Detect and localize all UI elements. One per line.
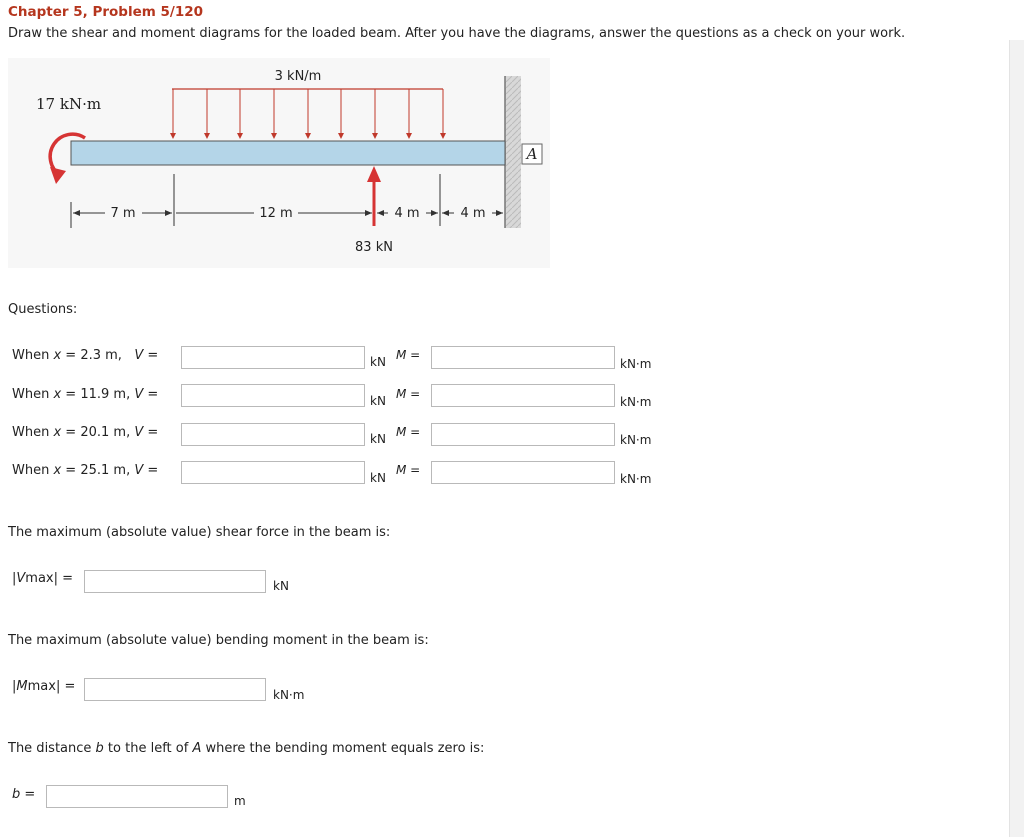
- load-label: 3 kN/m: [274, 69, 322, 84]
- b-input[interactable]: [46, 785, 228, 808]
- dim-label-2: 12 m: [259, 206, 293, 221]
- b-label: b =: [12, 787, 36, 802]
- questions-heading: Questions:: [8, 302, 78, 317]
- moment-eq-label-3: M =: [396, 425, 421, 439]
- mmax-input[interactable]: [84, 678, 266, 701]
- question-row-label: When x = 25.1 m, V =: [12, 463, 159, 478]
- dim-label-1: 7 m: [110, 206, 136, 221]
- moment-label: 17 kN·m: [36, 95, 102, 113]
- moment-unit-3: kN·m: [620, 433, 652, 447]
- vmax-prompt: The maximum (absolute value) shear force in the beam is:: [8, 525, 391, 540]
- moment-input-1[interactable]: [431, 346, 615, 369]
- shear-input-4[interactable]: [181, 461, 365, 484]
- shear-input-1[interactable]: [181, 346, 365, 369]
- moment-input-2[interactable]: [431, 384, 615, 407]
- b-unit: m: [234, 794, 246, 808]
- shear-unit-4: kN: [370, 471, 386, 485]
- shear-input-3[interactable]: [181, 423, 365, 446]
- moment-eq-label-1: M =: [396, 348, 421, 362]
- mmax-unit: kN·m: [273, 688, 305, 702]
- vmax-label: |Vmax| =: [12, 571, 74, 586]
- moment-eq-label-4: M =: [396, 463, 421, 477]
- question-row-label: When x = 11.9 m, V =: [12, 387, 159, 402]
- beam: [71, 141, 505, 165]
- question-row-label: When x = 20.1 m, V =: [12, 425, 159, 440]
- wall-support: [505, 76, 521, 228]
- support-label: A: [526, 145, 538, 163]
- moment-input-3[interactable]: [431, 423, 615, 446]
- vmax-unit: kN: [273, 579, 289, 593]
- moment-unit-1: kN·m: [620, 357, 652, 371]
- question-row-label: When x = 2.3 m, V =: [12, 348, 159, 363]
- b-prompt: The distance b to the left of A where the bending moment equals zero is:: [8, 741, 485, 756]
- reaction-label: 83 kN: [355, 240, 393, 255]
- dim-label-3: 4 m: [394, 206, 420, 221]
- distributed-load-arrows: [173, 89, 443, 138]
- moment-unit-4: kN·m: [620, 472, 652, 486]
- shear-input-2[interactable]: [181, 384, 365, 407]
- mmax-label: |Mmax| =: [12, 679, 76, 694]
- moment-unit-2: kN·m: [620, 395, 652, 409]
- mmax-prompt: The maximum (absolute value) bending moment in the beam is:: [8, 633, 429, 648]
- scrollbar[interactable]: [1009, 40, 1024, 837]
- shear-unit-2: kN: [370, 394, 386, 408]
- shear-unit-1: kN: [370, 355, 386, 369]
- vmax-input[interactable]: [84, 570, 266, 593]
- shear-unit-3: kN: [370, 432, 386, 446]
- dim-label-4: 4 m: [460, 206, 486, 221]
- beam-figure: [8, 58, 550, 268]
- problem-instructions: Draw the shear and moment diagrams for the loaded beam. After you have the diagrams, answer the questions as a check on your work.: [8, 26, 906, 41]
- problem-title: Chapter 5, Problem 5/120: [8, 4, 204, 20]
- moment-eq-label-2: M =: [396, 387, 421, 401]
- moment-input-4[interactable]: [431, 461, 615, 484]
